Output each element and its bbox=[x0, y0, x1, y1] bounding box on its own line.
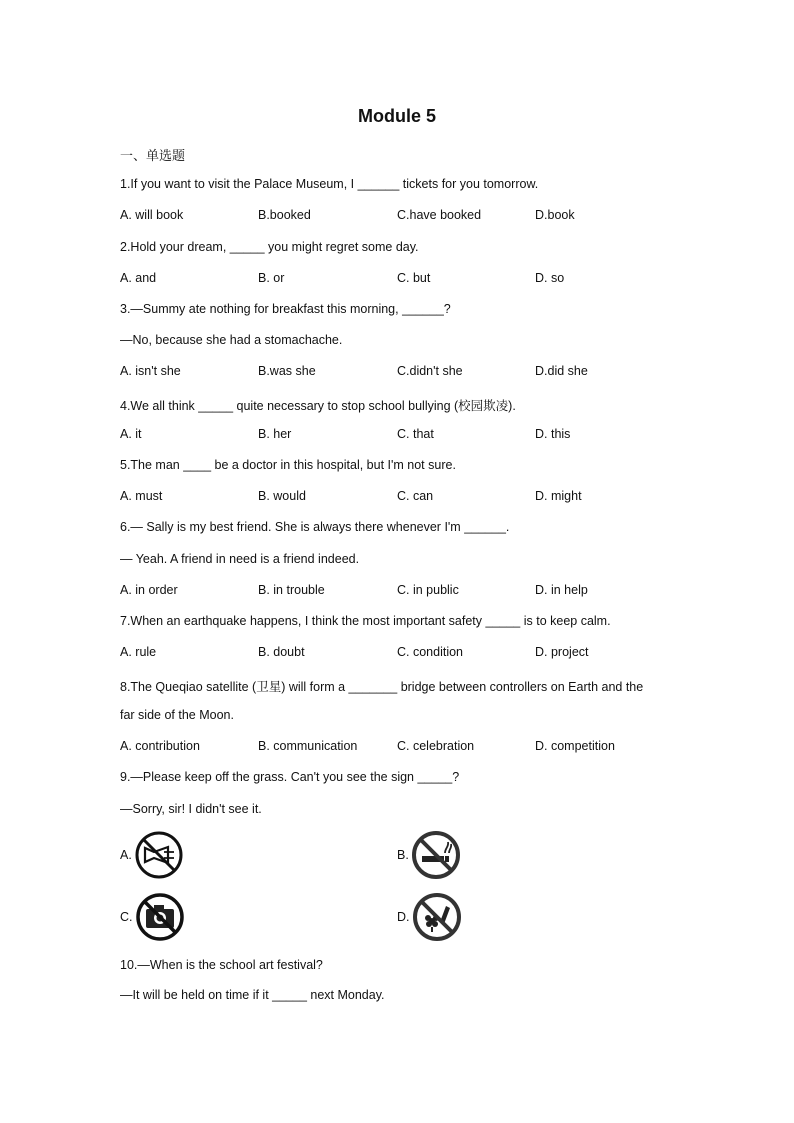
sign-option-a[interactable] bbox=[120, 829, 184, 881]
section-heading: 一、单选题 bbox=[120, 148, 186, 163]
option-b[interactable]: B. or bbox=[258, 271, 285, 285]
question-1-stem: 1.If you want to visit the Palace Museum, I ______ tickets for you tomorrow. bbox=[120, 177, 539, 191]
question-5-stem: 5.The man ____ be a doctor in this hospital, but I'm not sure. bbox=[120, 458, 456, 472]
question-4-stem: 4.We all think _____ quite necessary to stop school bullying (校园欺凌). bbox=[120, 399, 516, 413]
question-5-options bbox=[120, 489, 680, 507]
option-a[interactable]: A. and bbox=[120, 271, 157, 285]
option-label: D. bbox=[397, 910, 410, 924]
sign-option-c[interactable] bbox=[120, 891, 185, 943]
option-c[interactable]: C. in public bbox=[397, 583, 459, 597]
option-a[interactable]: A. must bbox=[120, 489, 163, 503]
option-a[interactable]: A. it bbox=[120, 427, 142, 441]
option-d[interactable]: D. this bbox=[535, 427, 571, 441]
option-a[interactable]: A. in order bbox=[120, 583, 178, 597]
question-2-stem: 2.Hold your dream, _____ you might regret some day. bbox=[120, 240, 419, 254]
option-label: C. bbox=[120, 910, 133, 924]
question-7-stem: 7.When an earthquake happens, I think the most important safety _____ is to keep calm. bbox=[120, 614, 611, 628]
option-label: B. bbox=[397, 848, 409, 862]
sign-option-b[interactable] bbox=[397, 829, 461, 881]
option-d[interactable]: D.book bbox=[535, 208, 575, 222]
option-c[interactable]: C. can bbox=[397, 489, 434, 503]
option-c[interactable]: C.have booked bbox=[397, 208, 482, 222]
option-a[interactable]: A. will book bbox=[120, 208, 184, 222]
option-label: A. bbox=[120, 848, 132, 862]
option-c[interactable]: C.didn't she bbox=[397, 364, 463, 378]
question-9-reply: —Sorry, sir! I didn't see it. bbox=[120, 802, 262, 816]
option-b[interactable]: B. in trouble bbox=[258, 583, 325, 597]
question-3-options bbox=[120, 364, 680, 382]
question-1-options bbox=[120, 208, 680, 226]
no-horn-icon bbox=[134, 830, 184, 880]
question-4-options bbox=[120, 427, 680, 445]
option-a[interactable]: A. isn't she bbox=[120, 364, 181, 378]
option-b[interactable]: B.booked bbox=[258, 208, 311, 222]
option-d[interactable]: D. in help bbox=[535, 583, 588, 597]
sign-option-d[interactable] bbox=[397, 891, 462, 943]
question-3-stem: 3.—Summy ate nothing for breakfast this morning, ______? bbox=[120, 302, 451, 316]
no-picking-flowers-icon bbox=[412, 892, 462, 942]
question-8-continuation: far side of the Moon. bbox=[120, 708, 234, 722]
option-a[interactable]: A. contribution bbox=[120, 739, 200, 753]
option-b[interactable]: B. would bbox=[258, 489, 306, 503]
question-9-stem: 9.—Please keep off the grass. Can't you see the sign _____? bbox=[120, 770, 460, 784]
question-6-options bbox=[120, 583, 680, 601]
option-d[interactable]: D.did she bbox=[535, 364, 588, 378]
question-8-stem: 8.The Queqiao satellite (卫星) will form a _______ bridge between controllers on Earth and the bbox=[120, 680, 644, 694]
no-smoking-icon bbox=[411, 830, 461, 880]
question-3-reply: —No, because she had a stomachache. bbox=[120, 333, 343, 347]
question-7-options bbox=[120, 645, 680, 663]
option-b[interactable]: B. her bbox=[258, 427, 292, 441]
question-2-options bbox=[120, 271, 680, 289]
question-6-reply: — Yeah. A friend in need is a friend indeed. bbox=[120, 552, 360, 566]
option-d[interactable]: D. might bbox=[535, 489, 582, 503]
option-b[interactable]: B. doubt bbox=[258, 645, 305, 659]
question-10-stem: 10.—When is the school art festival? bbox=[120, 958, 323, 972]
option-c[interactable]: C. but bbox=[397, 271, 431, 285]
option-b[interactable]: B.was she bbox=[258, 364, 316, 378]
no-photography-icon bbox=[135, 892, 185, 942]
question-8-options bbox=[120, 739, 680, 757]
option-d[interactable]: D. competition bbox=[535, 739, 615, 753]
option-c[interactable]: C. celebration bbox=[397, 739, 475, 753]
option-c[interactable]: C. condition bbox=[397, 645, 464, 659]
page-title: Module 5 bbox=[357, 106, 436, 126]
option-c[interactable]: C. that bbox=[397, 427, 434, 441]
option-d[interactable]: D. so bbox=[535, 271, 565, 285]
option-b[interactable]: B. communication bbox=[258, 739, 358, 753]
question-6-stem: 6.— Sally is my best friend. She is always there whenever I'm ______. bbox=[120, 520, 510, 534]
question-10-reply: —It will be held on time if it _____ next Monday. bbox=[120, 988, 385, 1002]
option-d[interactable]: D. project bbox=[535, 645, 589, 659]
option-a[interactable]: A. rule bbox=[120, 645, 157, 659]
